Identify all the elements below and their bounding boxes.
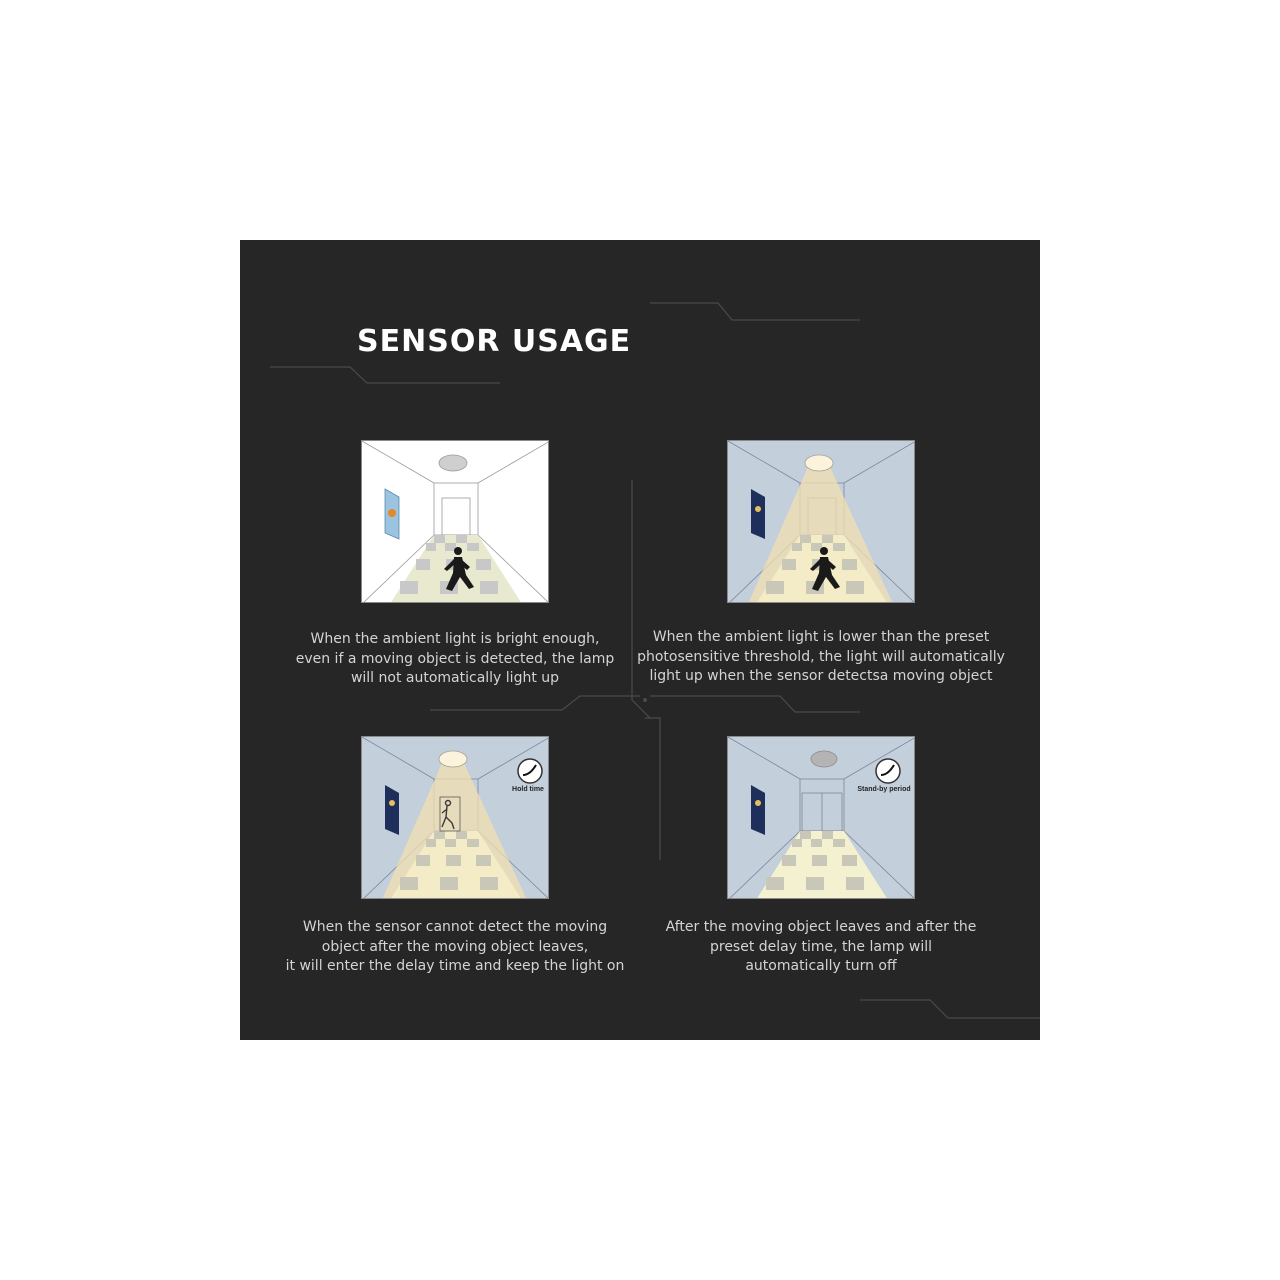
- hold-time-label: Hold time: [512, 786, 544, 793]
- sensor-usage-panel: [240, 240, 1040, 1040]
- standby-period-label: Stand-by period: [857, 786, 911, 793]
- illustration-dark-light-on: [727, 440, 915, 603]
- illustration-hold-time: [361, 736, 549, 899]
- page-title: SENSOR USAGE: [357, 324, 632, 359]
- illustration-bright-ambient: [361, 440, 549, 603]
- caption-hold-time: When the sensor cannot detect the moving object after the moving object leaves, it will enter the delay time and keep the light on: [285, 919, 625, 974]
- illustration-standby: [727, 736, 915, 899]
- caption-standby: After the moving object leaves and after the preset delay time, the lamp will automatically turn off: [665, 919, 977, 974]
- caption-bright-ambient: When the ambient light is bright enough, even if a moving object is detected, the lamp will not automatically light up: [295, 631, 615, 686]
- caption-dark-light-on: When the ambient light is lower than the preset photosensitive threshold, the light will automatically light up when the sensor detectsa moving object: [637, 629, 1005, 684]
